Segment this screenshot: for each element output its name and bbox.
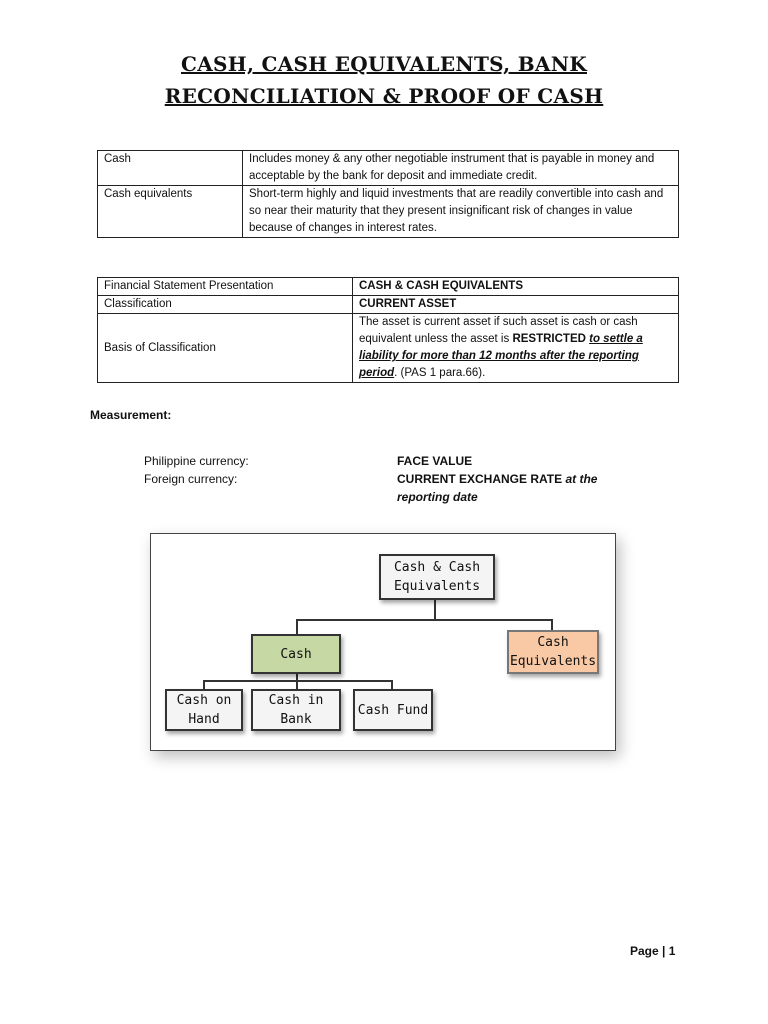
connector-line: [296, 619, 552, 621]
cash-hierarchy-diagram: [150, 533, 616, 751]
basis-text: The asset is current asset if such asset is cash or cash equivalent unless the asset is: [359, 316, 638, 345]
page-number: Page | 1: [630, 944, 676, 958]
restricted-text: RESTRICTED: [512, 333, 586, 345]
label-cell: Classification: [98, 296, 353, 314]
node-cash-in-bank: Cash in Bank: [251, 689, 341, 731]
table-row: [98, 278, 679, 296]
label-cell: Financial Statement Presentation: [98, 278, 353, 296]
definitions-table: [97, 150, 679, 238]
table-row: [98, 186, 679, 238]
node-cash-on-hand: Cash on Hand: [165, 689, 243, 731]
ph-currency-value: FACE VALUE: [397, 454, 473, 468]
fx-currency-label: Foreign currency:: [144, 472, 238, 486]
term-cell: Cash: [98, 151, 243, 186]
table-row: [98, 314, 679, 383]
value-cell: CASH & CASH EQUIVALENTS: [353, 278, 679, 296]
definition-cell: Includes money & any other negotiable instrument that is payable in money and acceptable by the bank for deposit and immediate credit.: [243, 151, 679, 186]
presentation-table: [97, 277, 679, 383]
fx-rate-text: CURRENT EXCHANGE RATE: [397, 472, 563, 486]
title-line-1: CASH, CASH EQUIVALENTS, BANK: [181, 52, 587, 76]
reference-text: . (PAS 1 para.66).: [394, 367, 486, 379]
fx-date-text: at the reporting date: [397, 472, 598, 504]
ph-currency-label: Philippine currency:: [144, 454, 249, 468]
value-cell: CURRENT ASSET: [353, 296, 679, 314]
definition-cell: Short-term highly and liquid investments that are readily convertible into cash and so near their maturity that they present insignificant risk of changes in value because of changes in interest rates.: [243, 186, 679, 238]
term-cell: Cash equivalents: [98, 186, 243, 238]
emphasis-text: to settle a liability for more than 12 months after the reporting period: [359, 333, 643, 379]
table-row: [98, 151, 679, 186]
node-cash-and-equivalents: Cash & Cash Equivalents: [379, 554, 495, 600]
table-row: [98, 296, 679, 314]
node-cash: Cash: [251, 634, 341, 674]
value-cell: [353, 314, 679, 383]
title-line-2: RECONCILIATION & PROOF OF CASH: [164, 84, 604, 108]
label-cell: Basis of Classification: [98, 314, 353, 383]
fx-currency-value: [397, 470, 607, 506]
node-cash-equivalents: Cash Equivalents: [507, 630, 599, 674]
measurement-heading: Measurement:: [90, 408, 172, 422]
node-cash-fund: Cash Fund: [353, 689, 433, 731]
connector-line: [203, 680, 393, 682]
connector-line: [296, 619, 298, 635]
connector-line: [434, 600, 436, 620]
